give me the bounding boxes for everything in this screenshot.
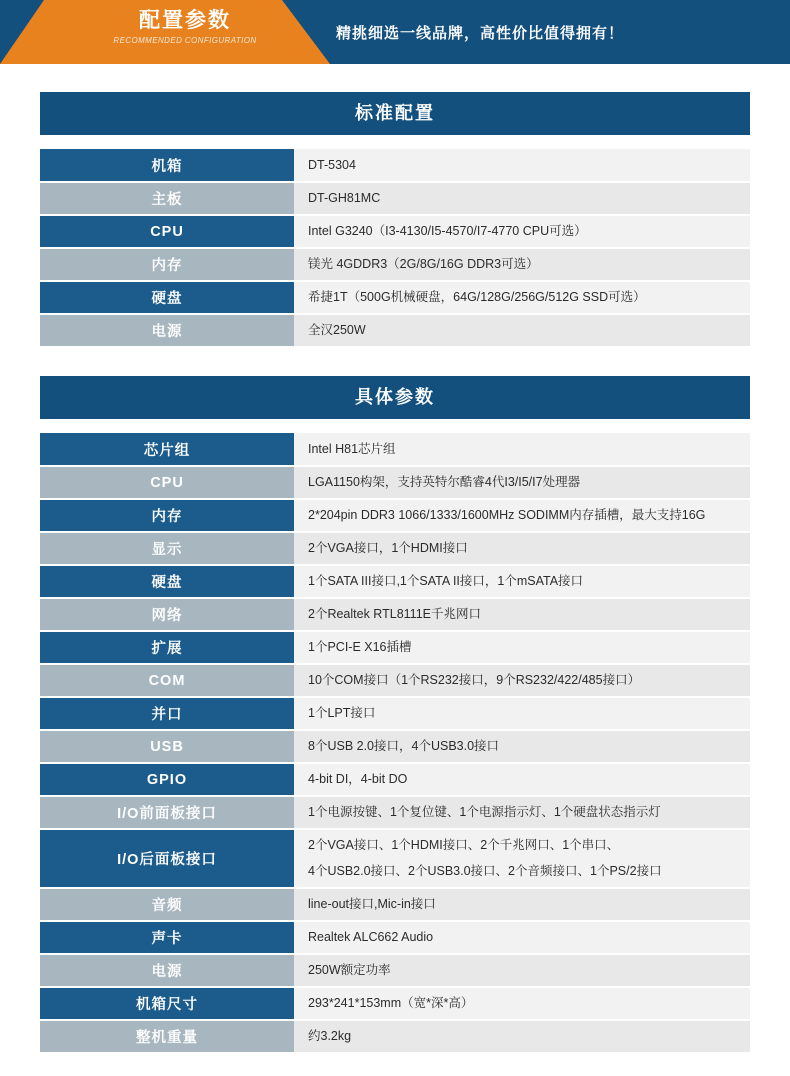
- row-key: 整机重量: [40, 1020, 294, 1053]
- table-row: [40, 796, 750, 829]
- table-row: [40, 215, 750, 248]
- table-row: [40, 730, 750, 763]
- row-value-line: 2个VGA接口、1个HDMI接口、2个千兆网口、1个串口、: [308, 838, 620, 852]
- table-row: [40, 281, 750, 314]
- table-row: [40, 433, 750, 466]
- table-row: [40, 466, 750, 499]
- row-key: 网络: [40, 598, 294, 631]
- banner-slogan: 精挑细选一线品牌，高性价比值得拥有！: [336, 24, 625, 42]
- row-key: 扩展: [40, 631, 294, 664]
- row-key: 内存: [40, 499, 294, 532]
- row-value: Intel H81芯片组: [294, 433, 750, 466]
- table-row: [40, 987, 750, 1020]
- row-key: 硬盘: [40, 565, 294, 598]
- row-value: 8个USB 2.0接口，4个USB3.0接口: [294, 730, 750, 763]
- standard-config-table: [40, 149, 750, 348]
- row-key: 电源: [40, 314, 294, 347]
- detail-params-table: [40, 433, 750, 1054]
- table-row: [40, 631, 750, 664]
- row-key: GPIO: [40, 763, 294, 796]
- row-key: I/O后面板接口: [40, 829, 294, 888]
- row-value: 2个Realtek RTL8111E千兆网口: [294, 598, 750, 631]
- row-key: 硬盘: [40, 281, 294, 314]
- table-row: [40, 598, 750, 631]
- row-key: USB: [40, 730, 294, 763]
- row-value: 4-bit DI，4-bit DO: [294, 763, 750, 796]
- table-row: [40, 697, 750, 730]
- table-row: [40, 664, 750, 697]
- table-row: [40, 829, 750, 888]
- banner-title-group: [70, 8, 300, 48]
- row-key: COM: [40, 664, 294, 697]
- table-row: [40, 149, 750, 182]
- row-key: CPU: [40, 215, 294, 248]
- table-row: [40, 954, 750, 987]
- table-row: [40, 763, 750, 796]
- table-row: [40, 1020, 750, 1053]
- row-value: 293*241*153mm（宽*深*高）: [294, 987, 750, 1020]
- row-key: 并口: [40, 697, 294, 730]
- row-key: 显示: [40, 532, 294, 565]
- row-key: 机箱: [40, 149, 294, 182]
- standard-config-section: [40, 92, 750, 348]
- row-value: 1个PCI-E X16插槽: [294, 631, 750, 664]
- banner-subtitle: RECOMMENDED CONFIGURATION: [113, 36, 257, 45]
- table-row: [40, 314, 750, 347]
- row-value: 约3.2kg: [294, 1020, 750, 1053]
- row-key: 芯片组: [40, 433, 294, 466]
- row-value: Realtek ALC662 Audio: [294, 921, 750, 954]
- row-value: DT-5304: [294, 149, 750, 182]
- row-value: 2*204pin DDR3 1066/1333/1600MHz SODIMM内存插槽，最大支持16G: [294, 499, 750, 532]
- row-key: 内存: [40, 248, 294, 281]
- page-banner: [0, 0, 790, 64]
- row-value: 2个VGA接口，1个HDMI接口: [294, 532, 750, 565]
- row-value: 1个LPT接口: [294, 697, 750, 730]
- row-value: 镁光 4GDDR3（2G/8G/16G DDR3可选）: [294, 248, 750, 281]
- standard-config-title: 标准配置: [40, 92, 750, 135]
- row-value: 250W额定功率: [294, 954, 750, 987]
- row-key: 机箱尺寸: [40, 987, 294, 1020]
- table-row: [40, 921, 750, 954]
- table-row: [40, 888, 750, 921]
- row-value: 10个COM接口（1个RS232接口，9个RS232/422/485接口）: [294, 664, 750, 697]
- detail-params-section: [40, 376, 750, 1054]
- row-value: DT-GH81MC: [294, 182, 750, 215]
- table-row: [40, 532, 750, 565]
- row-value-line: 4个USB2.0接口、2个USB3.0接口、2个音频接口、1个PS/2接口: [308, 864, 662, 878]
- row-value: LGA1150构架，支持英特尔酷睿4代I3/I5/I7处理器: [294, 466, 750, 499]
- table-row: [40, 565, 750, 598]
- row-value: line-out接口,Mic-in接口: [294, 888, 750, 921]
- row-key: 主板: [40, 182, 294, 215]
- table-row: [40, 248, 750, 281]
- row-key: 音频: [40, 888, 294, 921]
- row-key: I/O前面板接口: [40, 796, 294, 829]
- row-key: 声卡: [40, 921, 294, 954]
- row-value: [294, 829, 750, 888]
- banner-title: 配置参数: [139, 9, 231, 32]
- row-key: 电源: [40, 954, 294, 987]
- row-value: 1个电源按键、1个复位键、1个电源指示灯、1个硬盘状态指示灯: [294, 796, 750, 829]
- row-value: 希捷1T（500G机械硬盘，64G/128G/256G/512G SSD可选）: [294, 281, 750, 314]
- detail-params-title: 具体参数: [40, 376, 750, 419]
- table-row: [40, 499, 750, 532]
- row-key: CPU: [40, 466, 294, 499]
- row-value: 1个SATA III接口,1个SATA II接口，1个mSATA接口: [294, 565, 750, 598]
- row-value: Intel G3240（I3-4130/I5-4570/I7-4770 CPU可选）: [294, 215, 750, 248]
- row-value: 全汉250W: [294, 314, 750, 347]
- table-row: [40, 182, 750, 215]
